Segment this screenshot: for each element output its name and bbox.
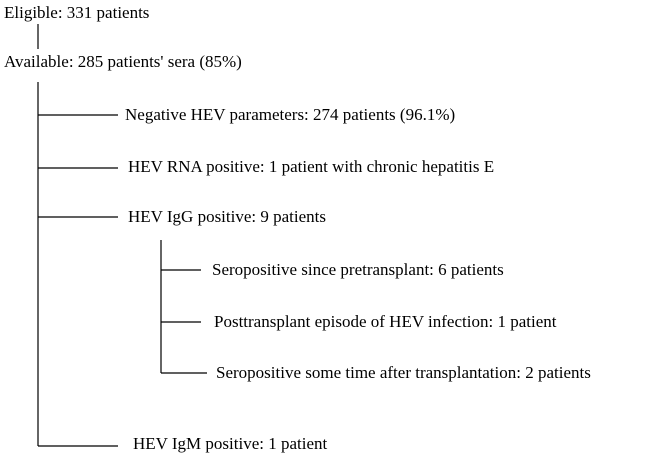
- node-after-transplant: Seropositive some time after transplantation: 2 patients: [216, 363, 591, 382]
- node-negative: Negative HEV parameters: 274 patients (96.1%): [125, 105, 456, 124]
- node-available: Available: 285 patients' sera (85%): [4, 52, 242, 71]
- node-eligible: Eligible: 331 patients: [4, 3, 150, 22]
- node-igg-positive: HEV IgG positive: 9 patients: [128, 207, 326, 226]
- node-posttransplant: Posttransplant episode of HEV infection: 1 patient: [214, 312, 557, 331]
- node-rna-positive: HEV RNA positive: 1 patient with chronic hepatitis E: [128, 157, 495, 176]
- node-pretransplant: Seropositive since pretransplant: 6 patients: [212, 260, 504, 279]
- node-igm-positive: HEV IgM positive: 1 patient: [133, 434, 328, 453]
